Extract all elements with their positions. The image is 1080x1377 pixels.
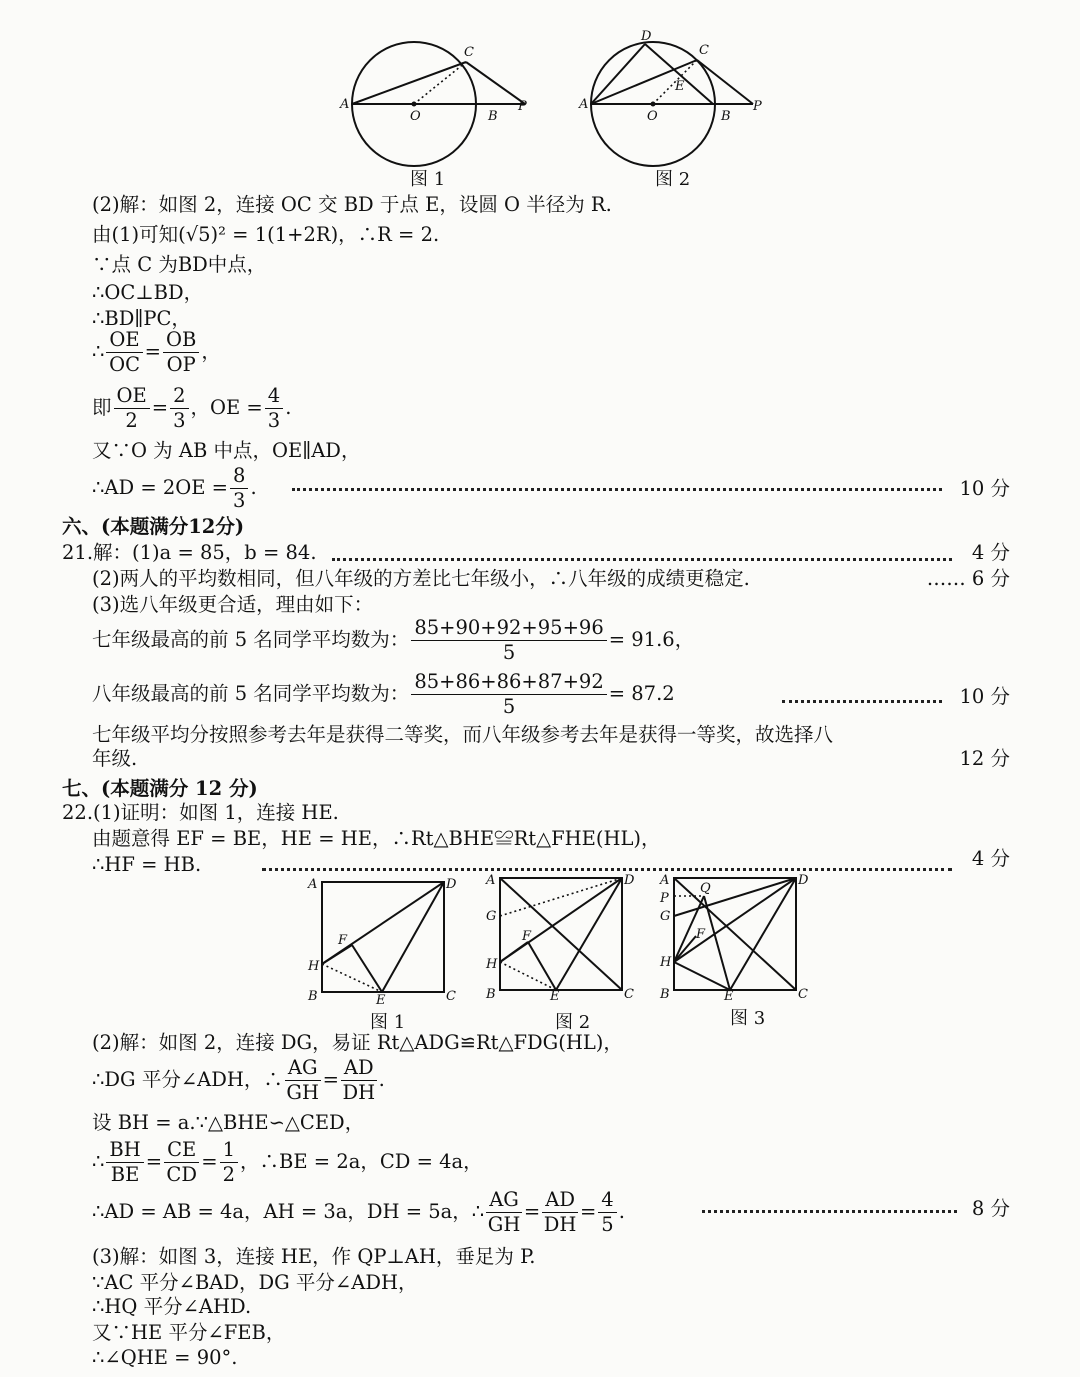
fig2-label-d: D (641, 30, 652, 44)
q20-line-8: 又∵O 为 AB 中点，OE∥AD， (92, 439, 361, 462)
fig2-label-o: O (647, 109, 658, 124)
fig2-label-e: E (675, 79, 685, 94)
q21-leader-dots-5 (782, 700, 942, 703)
sq2-label-b: B (486, 987, 496, 1001)
q21-score-5: 10 分 (959, 685, 1010, 708)
fig1-label-a: A (340, 97, 350, 112)
sq2-label-h: H (486, 957, 498, 972)
sq3-label-f: F (696, 927, 706, 942)
sq1-label-b: B (308, 989, 318, 1004)
sq1-label-c: C (446, 989, 456, 1004)
q20-line-4: ∴OC⊥BD， (92, 281, 204, 304)
q20-line-1: (2)解：如图 2，连接 OC 交 BD 于点 E，设圆 O 半径为 R. (92, 193, 612, 216)
q21-leader-dots-1 (332, 558, 952, 561)
figure-2-circle (575, 30, 775, 170)
q22-line-1: 22.(1)证明：如图 1，连接 HE. (62, 801, 339, 824)
q22-line-2: 由题意得 EF = BE，HE = HE，∴Rt△BHE≌Rt△FHE(HL)， (92, 827, 661, 850)
q20-line-9: ∴AD = 2OE = $\frac{8}{3}$ . (92, 464, 257, 512)
fig2-caption: 图 2 (655, 169, 691, 190)
q20-line-7: 即 $\frac{OE}{2}$ = $\frac{2}{3}$ ，OE = $\frac{4}{3}$ . (92, 384, 292, 432)
sq2-label-g: G (486, 909, 497, 924)
q21-line-6: 七年级平均分按照参考去年是获得二等奖，而八年级参考去年是获得一等奖，故选择八 (92, 723, 834, 746)
fig1-label-p: P (518, 99, 527, 114)
q21-line-1: 21.解：(1)a = 85，b = 84. (62, 541, 317, 564)
q22-line-7: ∴ $\frac{BH}{BE}$ = $\frac{CE}{CD}$ = $\frac{1}{2}$ ，∴BE = 2a，CD = 4a， (92, 1138, 483, 1186)
q21-line-3: (3)选八年级更合适，理由如下： (92, 593, 374, 616)
q21-line-7: 年级. (92, 747, 138, 770)
q20-score: 10 分 (959, 477, 1010, 500)
q22-score-3: 4 分 (971, 847, 1010, 870)
fig2-label-c: C (699, 43, 709, 58)
q22-leader-dots-8 (702, 1210, 957, 1213)
section-6-title: 六、(本题满分12分) (62, 515, 245, 538)
sq3-label-d: D (798, 873, 809, 888)
fig1-label-b: B (488, 109, 498, 124)
fig1-label-c: C (464, 45, 474, 60)
sq3-label-h: H (660, 955, 672, 970)
sq3-label-e: E (724, 989, 734, 1001)
sq3-label-q: Q (700, 881, 711, 896)
q22-line-12: 又∵HE 平分∠FEB， (92, 1321, 286, 1344)
figure-square-1 (300, 870, 470, 1005)
q20-leader-dots (292, 488, 942, 491)
q20-line-2: 由(1)可知(√5)² = 1(1+2R)，∴R = 2. (92, 223, 440, 246)
q22-line-4: (2)解：如图 2，连接 DG，易证 Rt△ADG≌Rt△FDG(HL)， (92, 1031, 623, 1054)
sq3-label-p: P (660, 891, 669, 906)
q22-line-6: 设 BH = a.∵△BHE∽△CED， (92, 1111, 365, 1134)
q20-line-3: ∵点 C 为BD中点， (92, 253, 267, 276)
fig2-label-b: B (721, 109, 731, 124)
fig1-label-o: O (410, 109, 421, 124)
fig2-label-a: A (579, 97, 589, 112)
figure-1-circle (330, 40, 540, 170)
q22-line-8: ∴AD = AB = 4a，AH = 3a，DH = 5a，∴ $\frac{AG}{GH}$ = $\frac{AD}{DH}$ = $\frac{4}{5}$ . (92, 1188, 625, 1236)
sq1-label-f: F (338, 933, 348, 948)
q22-line-13: ∴∠QHE = 90°. (92, 1346, 238, 1369)
q22-line-10: ∵AC 平分∠BAD，DG 平分∠ADH， (92, 1271, 418, 1294)
q22-line-11: ∴HQ 平分∠AHD. (92, 1295, 252, 1318)
q22-line-9: (3)解：如图 3，连接 HE，作 QP⊥AH，垂足为 P. (92, 1245, 536, 1268)
q20-line-5: ∴BD∥PC， (92, 307, 191, 330)
q21-line-5: 八年级最高的前 5 名同学平均数为： $\frac{85+86+86+87+92}{5}$ = 87.2 (92, 670, 675, 718)
section-7-title: 七、(本题满分 12 分) (62, 777, 258, 800)
figure-square-3 (652, 866, 822, 1001)
sq1-label-h: H (308, 959, 320, 974)
sq2-label-f: F (522, 929, 532, 944)
sq1-label-a: A (308, 877, 318, 892)
q21-line-2: (2)两人的平均数相同，但八年级的方差比七年级小，∴八年级的成绩更稳定. (92, 567, 750, 590)
sq3-label-c: C (798, 987, 808, 1001)
q21-score-7: 12 分 (959, 747, 1010, 770)
sq1-caption: 图 1 (370, 1012, 406, 1033)
sq2-label-c: C (624, 987, 634, 1001)
sq2-label-e: E (550, 989, 560, 1001)
sq2-label-a: A (486, 873, 496, 888)
q21-score-1: 4 分 (971, 541, 1010, 564)
q22-line-3: ∴HF = HB. (92, 853, 202, 876)
fig2-label-p: P (753, 99, 762, 114)
sq2-label-d: D (624, 873, 635, 888)
sq3-caption: 图 3 (730, 1008, 766, 1029)
sq3-label-a: A (660, 873, 670, 888)
sq3-label-g: G (660, 909, 671, 924)
sq1-label-d: D (446, 877, 457, 892)
q22-score-8: 8 分 (971, 1197, 1010, 1220)
fig1-caption: 图 1 (410, 169, 446, 190)
sq1-label-e: E (376, 993, 386, 1005)
sq3-label-b: B (660, 987, 670, 1001)
q21-line-4: 七年级最高的前 5 名同学平均数为： $\frac{85+90+92+95+96}{5}$ = 91.6， (92, 616, 695, 664)
q20-line-6: ∴ $\frac{OE}{OC}$ = $\frac{OB}{OP}$ ， (92, 328, 221, 376)
q21-score-2: …… 6 分 (926, 567, 1010, 590)
figure-square-2 (478, 866, 648, 1001)
q22-line-5: ∴DG 平分∠ADH，∴ $\frac{AG}{GH}$ = $\frac{AD}{DH}$ . (92, 1056, 385, 1104)
sq2-caption: 图 2 (555, 1012, 591, 1033)
